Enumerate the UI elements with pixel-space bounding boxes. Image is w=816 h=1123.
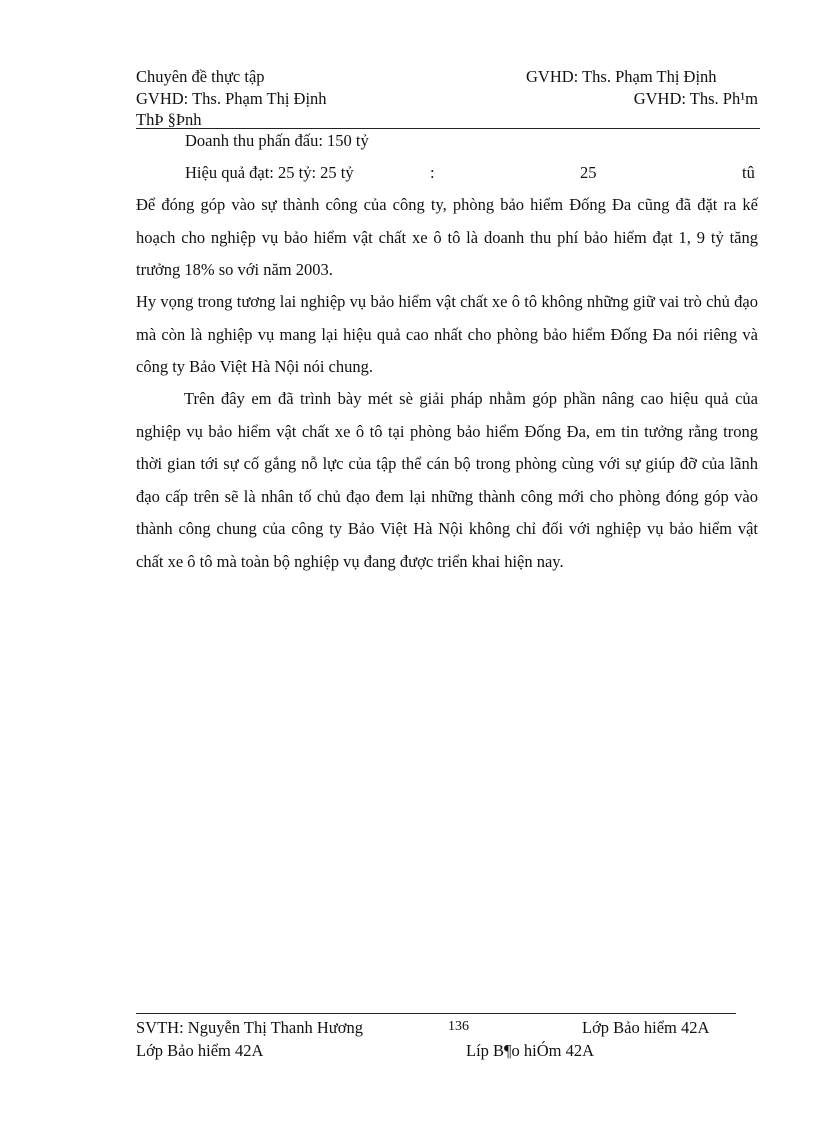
footer-rule (136, 1013, 736, 1014)
footer-class-left: Lớp Bảo hiểm 42A (136, 1041, 264, 1060)
efficiency-text: Hiệu quả đạt: 25 tỷ: 25 tỷ (185, 163, 354, 182)
footer-student-name: SVTH: Nguyễn Thị Thanh Hương (136, 1018, 363, 1037)
header-advisor: GVHD: Ths. Phạm Thị Định (526, 67, 717, 86)
footer-class-right: Lớp Bảo hiểm 42A (582, 1018, 710, 1037)
paragraph-conclusion (136, 383, 758, 578)
footer-class-garbled: Líp B¶o hiÓm 42A (466, 1041, 595, 1060)
header-doc-title: Chuyên đề thực tập (136, 67, 265, 86)
paragraph-conclusion-text: Trên đây em đã trình bày mét sè giải pháp nhằm góp phần nâng cao hiệu quả của nghiệp vụ bảo hiểm vật chất xe ô tô tại phòng bảo hiểm Đống Đa, em tin tưởng rằng trong thời gian tới sự cố gắng nỗ lực của tập thể cán bộ trong phòng cùng với sự giúp đỡ của lãnh đạo cấp trên sẽ là nhân tố chủ đạo đem lại những thành công mới cho phòng đóng góp vào thành công chung của công ty Bảo Việt Hà Nội không chỉ đối với nghiệp vụ bảo hiểm vật chất xe ô tô mà toàn bộ nghiệp vụ đang được triển khai hiện nay. (136, 389, 758, 571)
header-rule (136, 128, 760, 129)
paragraph-plan: Để đóng góp vào sự thành công của công ty, phòng bảo hiểm Đống Đa cũng đã đặt ra kế hoạch cho nghiệp vụ bảo hiểm vật chất xe ô tô là doanh thu phí bảo hiểm đạt 1, 9 tỷ tăng trưởng 18% so với năm 2003. (136, 195, 758, 279)
efficiency-number: 25 (580, 163, 597, 182)
header-advisor-garbled: GVHD: Ths. Ph¹m (633, 89, 758, 108)
efficiency-colon: : (430, 163, 435, 182)
paragraph-hope: Hy vọng trong tương lai nghiệp vụ bảo hiểm vật chất xe ô tô không những giữ vai trò chủ đạo mà còn là nghiệp vụ mang lại hiệu quả cao nhất cho phòng bảo hiểm Đống Đa nói riêng và công ty Bảo Việt Hà Nội nói chung. (136, 292, 758, 376)
header-advisor-repeat: GVHD: Ths. Phạm Thị Định (136, 89, 327, 108)
page-number: 136 (448, 1019, 469, 1034)
revenue-target-line: Doanh thu phấn đấu: 150 tỷ (185, 131, 369, 150)
header-advisor-garbled-cont: ThÞ §Þnh (136, 110, 202, 129)
efficiency-unit: tû (742, 163, 755, 182)
